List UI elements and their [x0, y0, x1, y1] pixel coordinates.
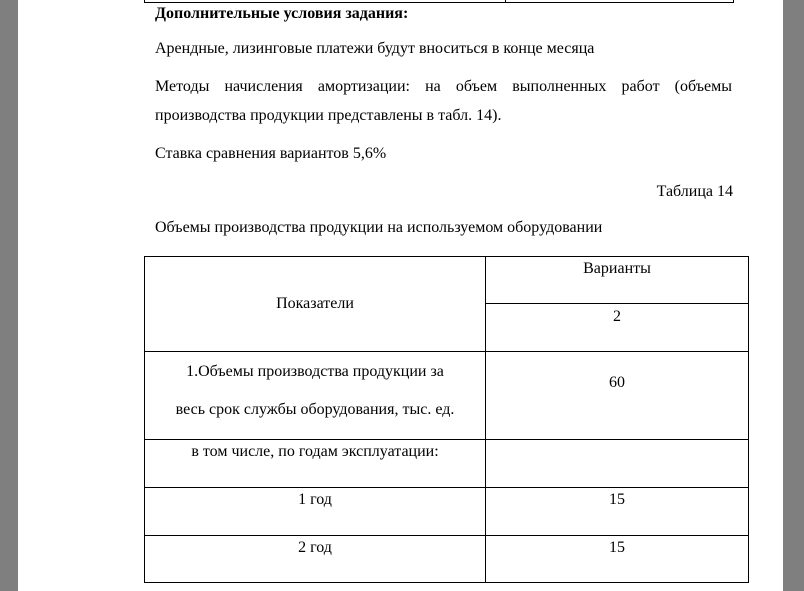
row-volume-total-value-cell: [486, 352, 749, 440]
previous-table-bottom-edge: [144, 0, 734, 3]
rate-text: Ставка сравнения вариантов 5,6%: [155, 145, 387, 162]
row-year2-value-cell: [486, 536, 749, 583]
table-border: [144, 0, 145, 2]
variant-number: 2: [613, 308, 621, 325]
payments-text: Арендные, лизинговые платежи будут вноситься в конце месяца: [155, 40, 595, 57]
row-volume-total-value: 60: [609, 374, 625, 391]
header-variants: Варианты: [583, 260, 651, 277]
word: объем: [455, 78, 498, 95]
conditions-heading: Дополнительные условия задания:: [155, 5, 409, 22]
row-volume-total-label-line2: весь срок службы оборудования, тыс. ед.: [175, 401, 455, 418]
row-year1-value: 15: [609, 491, 625, 508]
word: начисления: [224, 78, 303, 95]
row-year2-label: 2 год: [298, 539, 332, 556]
header-variants-cell: [486, 257, 749, 304]
word: выполненных: [512, 78, 607, 95]
table-label: Таблица 14: [656, 183, 733, 200]
word: работ: [621, 78, 660, 95]
word: (объемы: [674, 78, 732, 95]
header-indicators-cell: [145, 257, 486, 352]
word: амортизации:: [317, 78, 410, 95]
word: Методы: [155, 78, 210, 95]
row-volume-total-label-line1: 1.Объемы производства продукции за: [186, 363, 444, 380]
row-year1-label: 1 год: [298, 491, 332, 508]
depreciation-text-line1: [155, 77, 732, 97]
production-table: [144, 256, 749, 583]
row-by-years-label-cell: [145, 440, 486, 488]
header-indicators: Показатели: [276, 295, 354, 312]
row-volume-total-label-cell: [145, 352, 486, 440]
table-title: Объемы производства продукции на используемом оборудовании: [155, 219, 603, 236]
row-year2-label-cell: [145, 536, 486, 583]
table-border: [505, 0, 506, 2]
table-border: [733, 0, 734, 2]
row-year2-value: 15: [609, 539, 625, 556]
row-by-years-value-cell: [486, 440, 749, 488]
row-year1-value-cell: [486, 488, 749, 536]
row-by-years-label: в том числе, по годам эксплуатации:: [191, 443, 439, 460]
variant-number-cell: [486, 304, 749, 352]
row-year1-label-cell: [145, 488, 486, 536]
depreciation-text-line2: производства продукции представлены в табл. 14).: [155, 107, 502, 124]
word: на: [425, 78, 441, 95]
